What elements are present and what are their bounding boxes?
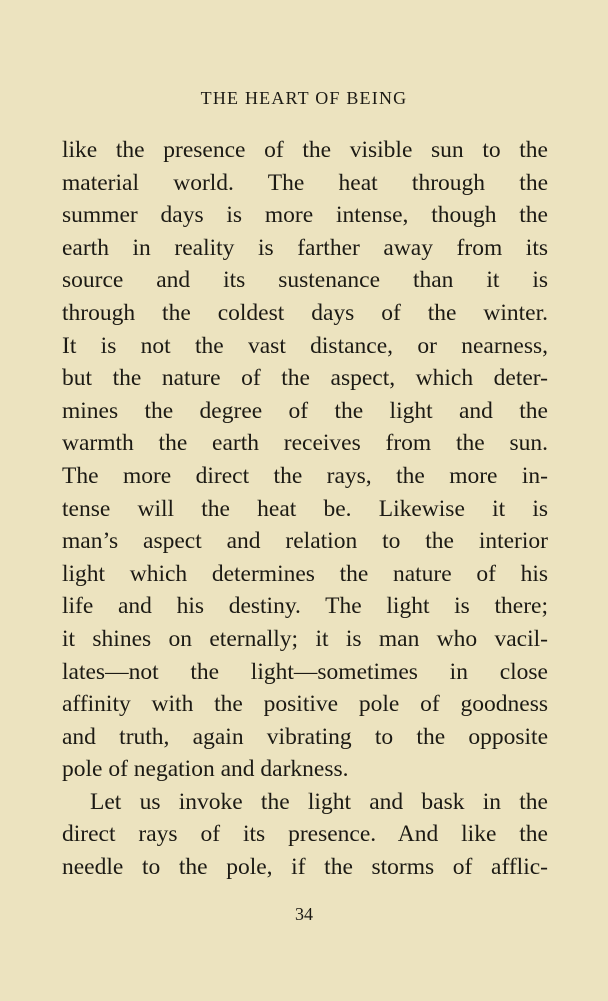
text-line: source and its sustenance than it is — [62, 267, 548, 294]
text-line: direct rays of its presence. And like the — [62, 821, 548, 848]
text-line: and truth, again vibrating to the opposite — [62, 723, 548, 750]
text-line: man’s aspect and relation to the interior — [62, 528, 548, 555]
text-line: material world. The heat through the — [62, 169, 548, 196]
text-line: light which determines the nature of his — [62, 560, 548, 587]
body-text — [62, 134, 548, 884]
text-line: needle to the pole, if the storms of afflic- — [62, 854, 548, 881]
text-line: it shines on eternally; it is man who vacil- — [62, 625, 548, 652]
text-line: like the presence of the visible sun to the — [62, 137, 548, 163]
text-line: tense will the heat be. Likewise it is — [62, 495, 548, 522]
text-line: warmth the earth receives from the sun. — [62, 430, 548, 457]
text-line: affinity with the positive pole of goodness — [62, 691, 548, 718]
page-number: 34 — [295, 904, 313, 924]
paragraph-first-line: Let us invoke the light and bask in the — [90, 788, 548, 815]
text-line: life and his destiny. The light is there; — [62, 593, 548, 620]
running-head: THE HEART OF BEING — [200, 88, 408, 108]
text-line: earth in reality is farther away from its — [62, 234, 548, 261]
text-line: through the coldest days of the winter. — [62, 299, 548, 326]
text-line: mines the degree of the light and the — [62, 397, 548, 424]
text-line: It is not the vast distance, or nearness, — [62, 332, 548, 359]
text-line: pole of negation and darkness. — [62, 756, 349, 783]
text-line: summer days is more intense, though the — [62, 202, 548, 229]
text-line: The more direct the rays, the more in- — [62, 462, 548, 489]
text-line: lates—not the light—sometimes in close — [62, 658, 548, 685]
text-line: but the nature of the aspect, which deter- — [62, 365, 548, 392]
